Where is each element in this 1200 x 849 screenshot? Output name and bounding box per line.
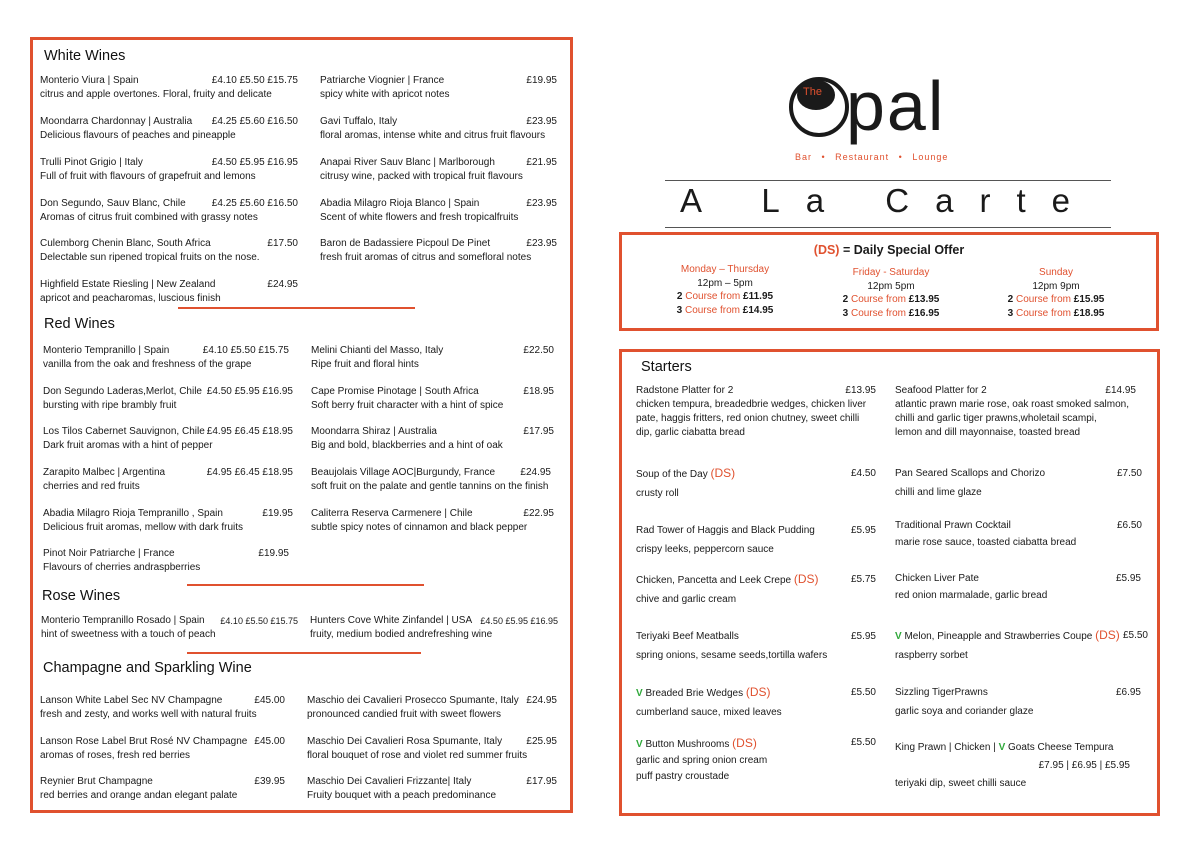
wine-item: Maschio Dei Cavalieri Frizzante| Italy £17.95 Fruity bouquet with a peach predominance: [307, 776, 557, 801]
wine-item: Cape Promise Pinotage | South Africa £18.95 Soft berry fruit character with a hint of spice: [311, 386, 554, 411]
wine-item: Patriarche Viognier | France £19.95 spicy white with apricot notes: [320, 75, 557, 100]
vegetarian-icon: V: [895, 631, 902, 642]
wine-item: Melini Chianti del Masso, Italy £22.50 Ripe fruit and floral hints: [311, 345, 554, 370]
wine-item: Maschio Dei Cavalieri Rosa Spumante, Italy £25.95 floral bouquet of rose and violet red summer fruits: [307, 736, 557, 761]
section-divider: [178, 307, 415, 309]
starter-item: Teriyaki Beef Meatballs £5.95 spring onions, sesame seeds,tortilla wafers: [636, 631, 876, 661]
wine-item: Culemborg Chenin Blanc, South Africa £17.50 Delectable sun ripened tropical fruits on the nose.: [40, 238, 298, 263]
vegetarian-icon: V: [636, 688, 643, 699]
starter-item: Seafood Platter for 2 £14.95 atlantic prawn marie rose, oak roast smoked salmon, chilli and garlic tiger prawns,wholetail scampi, lemon and dill mayonnaise, toasted bread: [895, 385, 1136, 438]
starter-item: Chicken, Pancetta and Leek Crepe (DS) £5.75 chive and garlic cream: [636, 572, 876, 605]
section-divider: [187, 652, 421, 654]
starter-item: Radstone Platter for 2 £13.95 chicken tempura, breadedbrie wedges, chicken liver pate, haggis fritters, red onion chutney, sweet chilli dip, garlic ciabatta bread: [636, 385, 876, 438]
wine-item: Lanson White Label Sec NV Champagne £45.00 fresh and zesty, and works well with natural fruits: [40, 695, 285, 720]
wine-item: Beaujolais Village AOC|Burgundy, France £24.95 soft fruit on the palate and gentle tannins on the finish: [311, 467, 551, 492]
rose-wines-title: Rose Wines: [42, 588, 121, 604]
vegetarian-icon: V: [636, 739, 643, 750]
wine-item: Abadia Milagro Rioja Blanco | Spain £23.95 Scent of white flowers and fresh tropicalfruits: [320, 198, 557, 223]
red-wines-title: Red Wines: [44, 316, 115, 332]
logo-tagline: Bar • Restaurant • Lounge: [795, 152, 949, 162]
logo-the: The: [803, 86, 822, 98]
starter-item: Soup of the Day (DS) £4.50 crusty roll: [636, 466, 876, 499]
wine-item: Abadia Milagro Rioja Tempranillo , Spain £19.95 Delicious fruit aromas, mellow with dark fruits: [43, 508, 293, 533]
starters-title: Starters: [641, 359, 692, 375]
page-title: A La Carte: [680, 182, 1096, 219]
wine-item: Baron de Badassiere Picpoul De Pinet £23.95 fresh fruit aromas of citrus and somefloral notes: [320, 238, 557, 263]
wine-item: Los Tilos Cabernet Sauvignon, Chile £4.95 £6.45 £18.95 Dark fruit aromas with a hint of pepper: [43, 426, 293, 451]
starter-item: King Prawn | Chicken | V Goats Cheese Tempura £7.95 | £6.95 | £5.95 teriyaki dip, sweet chilli sauce: [895, 742, 1130, 789]
vegetarian-icon: V: [998, 742, 1006, 753]
starter-item: Pan Seared Scallops and Chorizo £7.50 chilli and lime glaze: [895, 468, 1142, 498]
wine-item: Don Segundo Laderas,Merlot, Chile £4.50 £5.95 £16.95 bursting with ripe brambly fruit: [43, 386, 293, 411]
wine-item: Moondarra Shiraz | Australia £17.95 Big and bold, blackberries and a hint of oak: [311, 426, 554, 451]
logo-wordmark: pal: [846, 67, 946, 145]
wine-item: Maschio dei Cavalieri Prosecco Spumante, Italy £24.95 pronounced candied fruit with sweet flowers: [307, 695, 557, 720]
wine-item: Anapai River Sauv Blanc | Marlborough £21.95 citrusy wine, packed with tropical fruit flavours: [320, 157, 557, 182]
wine-item: Don Segundo, Sauv Blanc, Chile £4.25 £5.60 £16.50 Aromas of citrus fruit combined with grassy notes: [40, 198, 298, 223]
starter-item: Sizzling TigerPrawns £6.95 garlic soya and coriander glaze: [895, 687, 1141, 717]
wine-item: Reynier Brut Champagne £39.95 red berries and orange andan elegant palate: [40, 776, 285, 801]
champagne-title: Champagne and Sparkling Wine: [43, 660, 252, 676]
white-wines-title: White Wines: [44, 48, 126, 64]
starter-item: V Melon, Pineapple and Strawberries Coupe (DS) £5.50 raspberry sorbet: [895, 628, 1148, 661]
wine-item: Moondarra Chardonnay | Australia £4.25 £5.60 £16.50 Delicious flavours of peaches and pineapple: [40, 116, 298, 141]
wine-item: Hunters Cove White Zinfandel | USA £4.50 £5.95 £16.95 fruity, medium bodied andrefreshing wine: [310, 615, 558, 640]
special-col-fri-sat: Friday - Saturday 12pm 5pm 2 Course from £13.95 3 Course from £16.95: [842, 267, 940, 319]
wine-item: Lanson Rose Label Brut Rosé NV Champagne £45.00 aromas of roses, fresh red berries: [40, 736, 285, 761]
wine-item: Zarapito Malbec | Argentina £4.95 £6.45 £18.95 cherries and red fruits: [43, 467, 293, 492]
wine-item: Monterio Tempranillo Rosado | Spain £4.10 £5.50 £15.75 hint of sweetness with a touch of peach: [41, 615, 298, 640]
starter-item: V Breaded Brie Wedges (DS) £5.50 cumberland sauce, mixed leaves: [636, 685, 876, 718]
special-col-mon-thu: Monday – Thursday 12pm – 5pm 2 Course from £11.95 3 Course from £14.95: [676, 264, 774, 316]
wine-item: Caliterra Reserva Carmenere | Chile £22.95 subtle spicy notes of cinnamon and black pepper: [311, 508, 554, 533]
wine-item: Monterio Viura | Spain £4.10 £5.50 £15.75 citrus and apple overtones. Floral, fruity and delicate: [40, 75, 298, 100]
special-col-sunday: Sunday 12pm 9pm 2 Course from £15.95 3 Course from £18.95: [1007, 267, 1105, 319]
starter-item: V Button Mushrooms (DS) £5.50 garlic and spring onion cream puff pastry croustade: [636, 736, 876, 782]
starter-item: Chicken Liver Pate £5.95 red onion marmalade, garlic bread: [895, 573, 1141, 601]
wine-item: Highfield Estate Riesling | New Zealand £24.95 apricot and peacharomas, luscious finish: [40, 279, 298, 304]
section-divider: [187, 584, 424, 586]
wine-item: Pinot Noir Patriarche | France £19.95 Flavours of cherries andraspberries: [43, 548, 289, 573]
title-rule-top: [665, 180, 1111, 181]
starter-item: Rad Tower of Haggis and Black Pudding £5.95 crispy leeks, peppercorn sauce: [636, 525, 876, 555]
wine-item: Gavi Tuffalo, Italy £23.95 floral aromas, intense white and citrus fruit flavours: [320, 116, 557, 141]
starter-item: Traditional Prawn Cocktail £6.50 marie rose sauce, toasted ciabatta bread: [895, 520, 1142, 548]
wine-item: Monterio Tempranillo | Spain £4.10 £5.50 £15.75 vanilla from the oak and freshness of the grape: [43, 345, 289, 370]
title-rule-bottom: [665, 227, 1111, 228]
daily-special-heading: (DS) = Daily Special Offer: [813, 243, 965, 257]
wine-item: Trulli Pinot Grigio | Italy £4.50 £5.95 £16.95 Full of fruit with flavours of grapefruit and lemons: [40, 157, 298, 182]
